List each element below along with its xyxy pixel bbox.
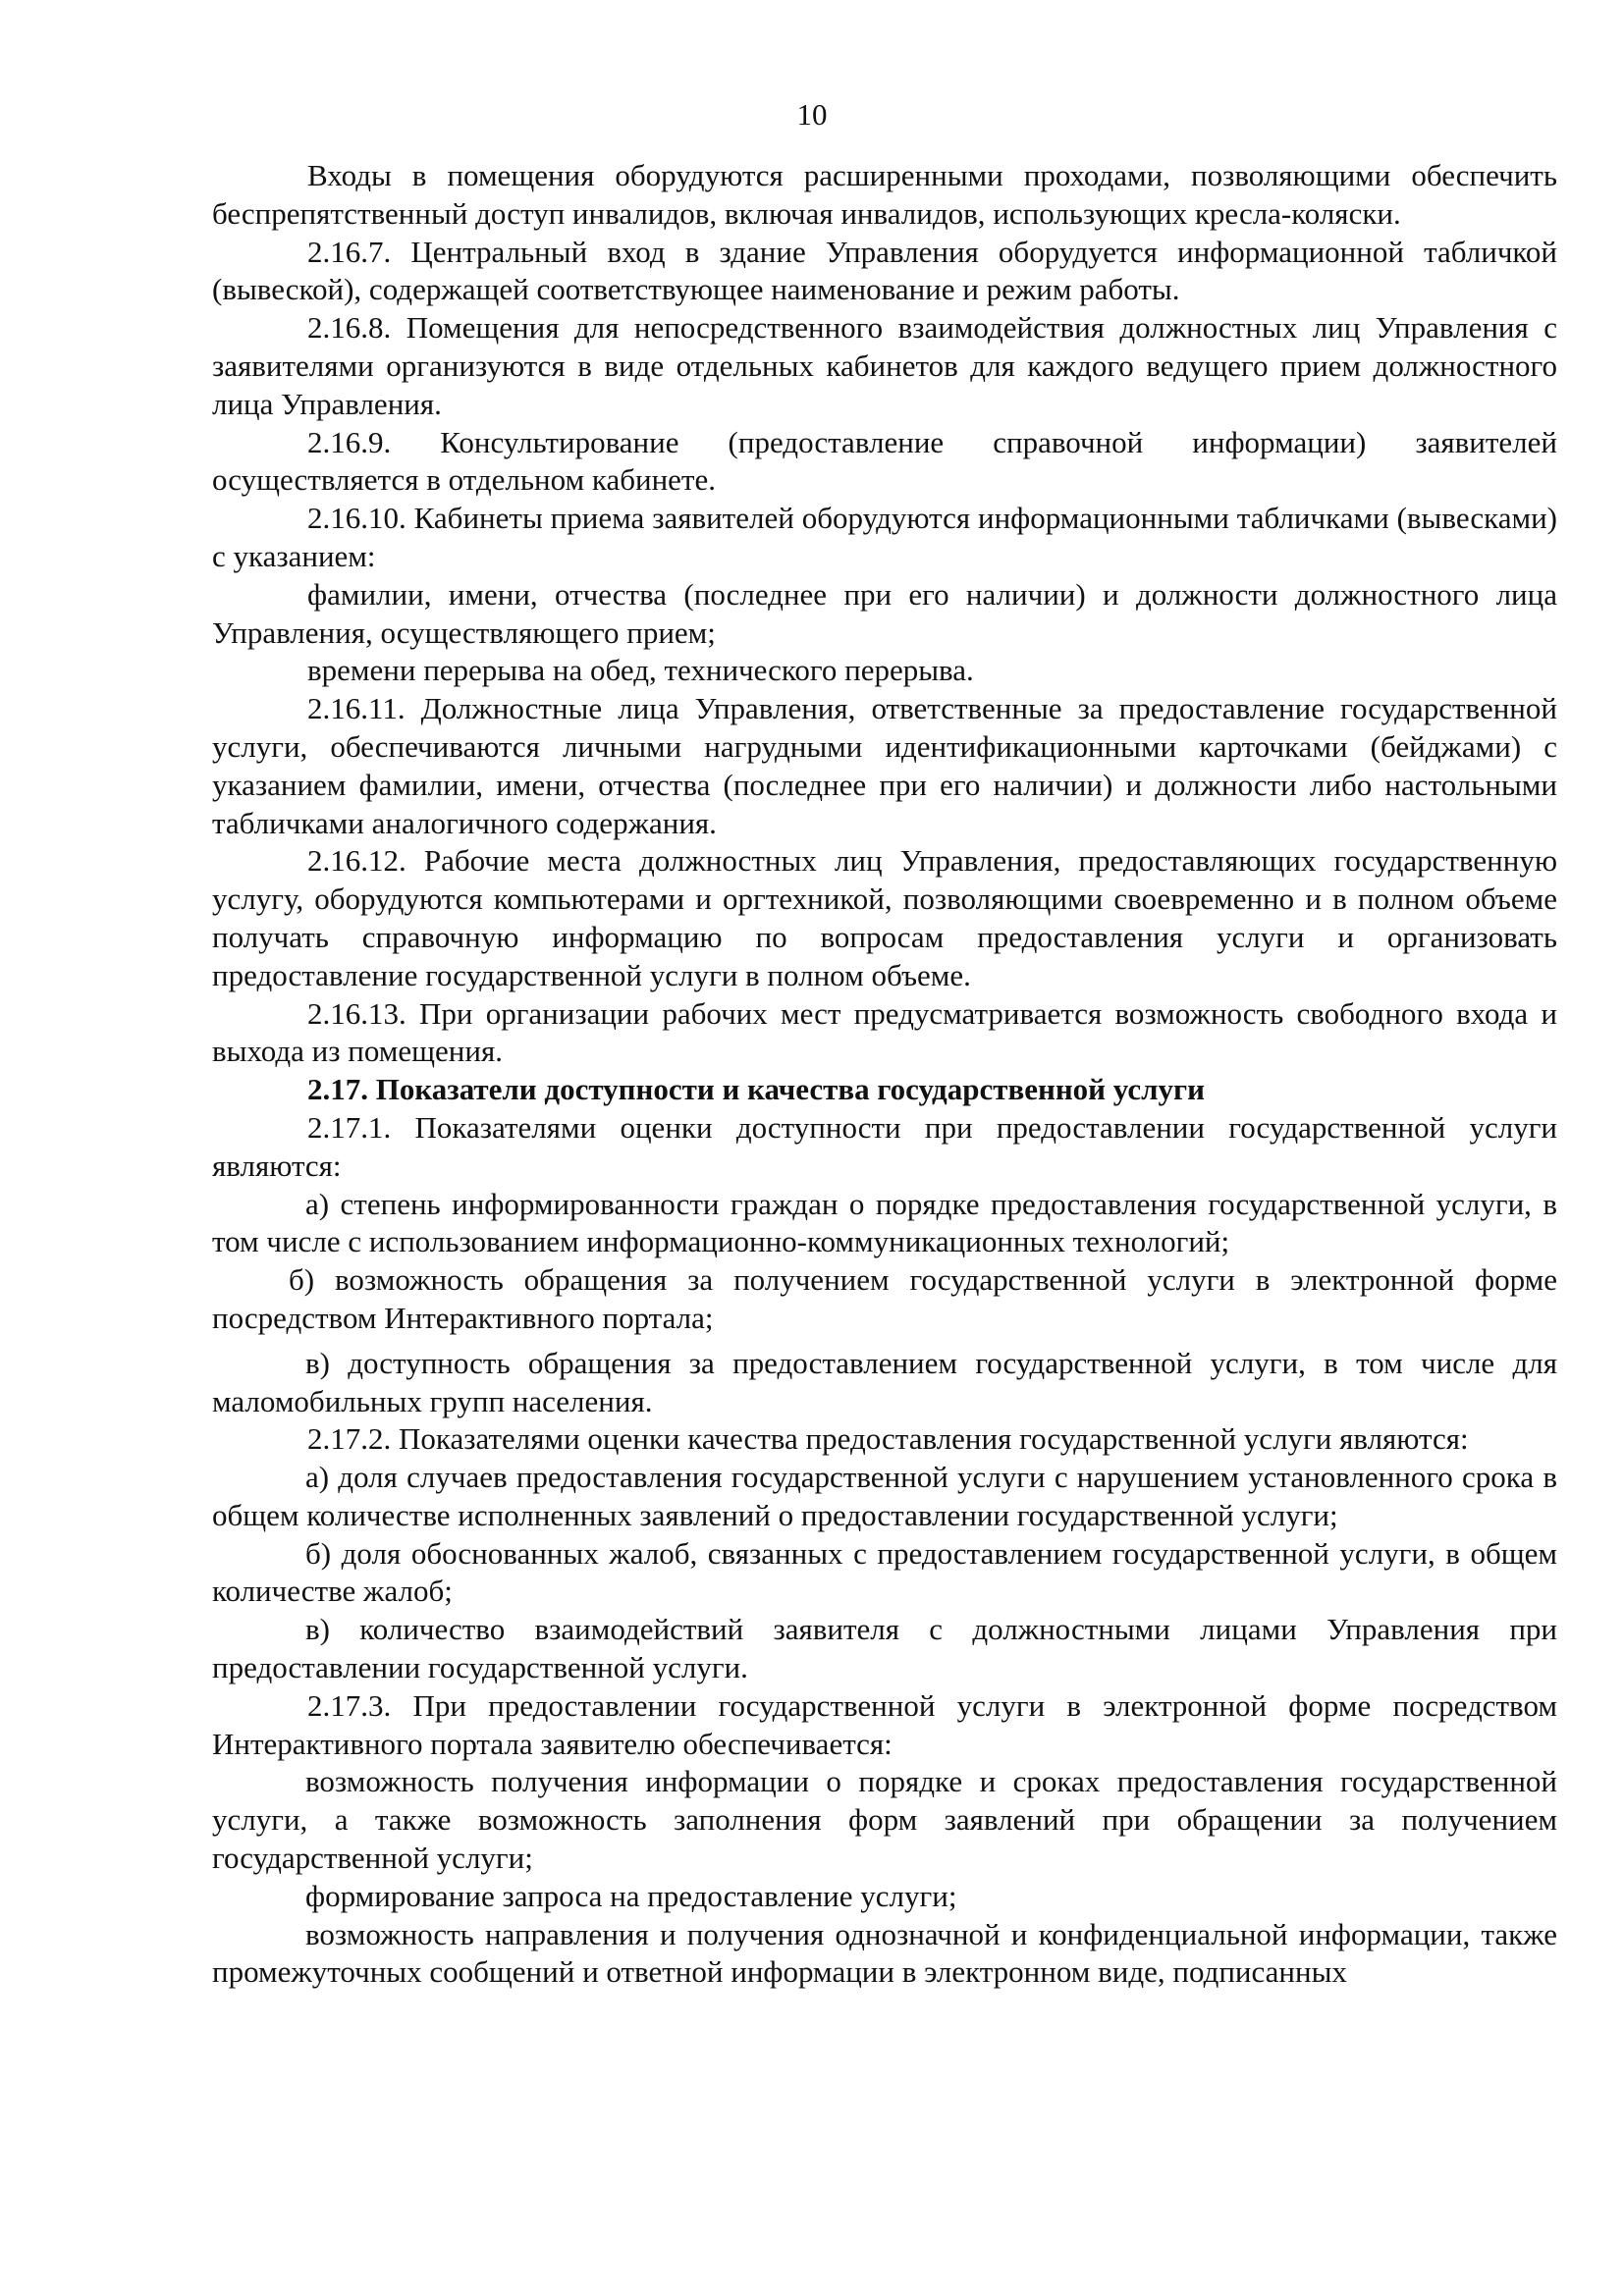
list-item-b-complaints: б) доля обоснованных жалоб, связанных с предоставлением государственной услуги, в общем количестве жалоб; [212, 1535, 1557, 1609]
paragraph-2-17-1: 2.17.1. Показателями оценки доступности при предоставлении государственной услуги являются: [212, 1109, 1557, 1183]
paragraph-2-16-11: 2.16.11. Должностные лица Управления, ответственные за предоставление государственной услуги, обеспечиваются личными нагрудными идентификационными карточками (бейджами) с указанием фамилии, имени, отчества (последнее при его наличии) и должности либо настольными табличками аналогичного содержания. [212, 691, 1557, 840]
paragraph-entrances: Входы в помещения оборудуются расширенными проходами, позволяющими обеспечить беспрепятственный доступ инвалидов, включая инвалидов, использующих кресла-коляски. [212, 158, 1557, 231]
paragraph-confidential-info: возможность направления и получения однозначной и конфиденциальной информации, также промежуточных сообщений и ответной информации в электронном виде, подписанных [212, 1916, 1557, 1990]
list-item-v-accessibility: в) доступность обращения за предоставлением государственной услуги, в том числе для маломобильных групп населения. [212, 1345, 1557, 1418]
list-item-a-awareness: а) степень информированности граждан о порядке предоставления государственной услуги, в том числе с использованием информационно-коммуникационных технологий; [212, 1186, 1557, 1259]
section-heading-2-17: 2.17. Показатели доступности и качества государственной услуги [307, 1072, 1205, 1107]
paragraph-2-17-3: 2.17.3. При предоставлении государственной услуги в электронной форме посредством Интерактивного портала заявителю обеспечивается: [212, 1687, 1557, 1761]
paragraph-2-16-8: 2.16.8. Помещения для непосредственного взаимодействия должностных лиц Управления с заявителями организуются в виде отдельных кабинетов для каждого ведущего прием должностного лица Управления. [212, 310, 1557, 421]
paragraph-2-16-9: 2.16.9. Консультирование (предоставление справочной информации) заявителей осуществляется в отдельном кабинете. [212, 424, 1557, 498]
list-item-a-violations: а) доля случаев предоставления государственной услуги с нарушением установленного срока в общем количестве исполненных заявлений о предоставлении государственной услуги; [212, 1460, 1557, 1532]
list-item-v-interactions: в) количество взаимодействий заявителя с должностными лицами Управления при предоставлении государственной услуги. [212, 1612, 1557, 1685]
paragraph-2-16-10: 2.16.10. Кабинеты приема заявителей оборудуются информационными табличками (вывесками) с указанием: [212, 501, 1557, 573]
list-item-b-electronic: б) возможность обращения за получением государственной услуги в электронной форме посредством Интерактивного портала; [212, 1262, 1557, 1335]
paragraph-2-16-7: 2.16.7. Центральный вход в здание Управления оборудуется информационной табличкой (вывеской), содержащей соответствующее наименование и режим работы. [212, 234, 1557, 307]
paragraph-names-list-item: фамилии, имени, отчества (последнее при его наличии) и должности должностного лица Управления, осуществляющего прием; [212, 576, 1557, 650]
paragraph-2-16-12: 2.16.12. Рабочие места должностных лиц Управления, предоставляющих государственную услугу, оборудуются компьютерами и оргтехникой, позволяющими своевременно и в полном объеме получать справочную информацию по вопросам предоставления услуги и организовать предоставление государственной услуги в полном объеме. [212, 843, 1557, 992]
paragraph-break-time-list-item: времени перерыва на обед, технического перерыва. [307, 653, 974, 688]
paragraph-2-16-13: 2.16.13. При организации рабочих мест предусматривается возможность свободного входа и выхода из помещения. [212, 995, 1557, 1069]
paragraph-request-forming: формирование запроса на предоставление услуги; [305, 1878, 957, 1913]
document-body [212, 157, 1557, 1992]
paragraph-2-17-2: 2.17.2. Показателями оценки качества предоставления государственной услуги являются: [307, 1421, 1469, 1457]
page-number: 10 [796, 97, 828, 132]
paragraph-info-access: возможность получения информации о порядке и сроках предоставления государственной услуги, а также возможность заполнения форм заявлений при обращении за получением государственной услуги; [212, 1764, 1557, 1876]
